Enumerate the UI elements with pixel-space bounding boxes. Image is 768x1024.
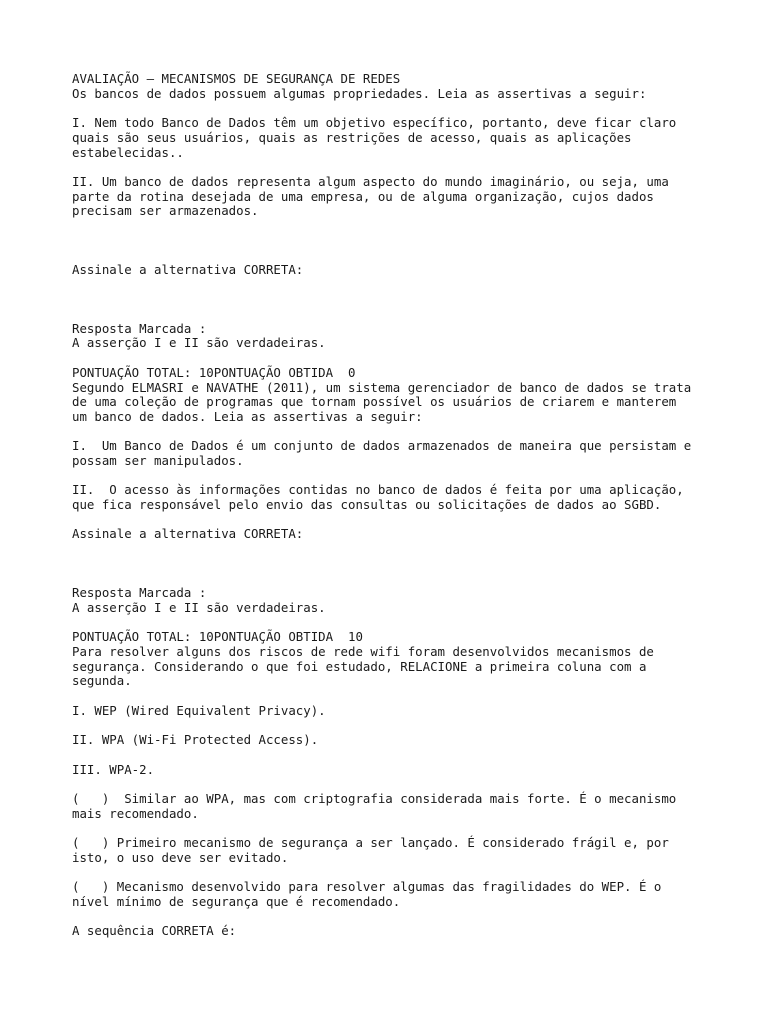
q3-item-wpa: II. WPA (Wi-Fi Protected Access). [72, 732, 319, 748]
q1-assertion-2-line-1: II. Um banco de dados representa algum aspecto do mundo imaginário, ou seja, uma [72, 173, 669, 189]
q2-assertion-1-line-2: possam ser manipulados. [72, 453, 244, 468]
q2-intro-line-3: um banco de dados. Leia as assertivas a seguir: [72, 408, 423, 424]
q2-assertion-2-line-1: II. O acesso às informações contidas no banco de dados é feita por uma aplicação, [72, 482, 684, 498]
q1-assertion-1-line-3: estabelecidas.. [72, 144, 184, 160]
q2-intro-line-1: Segundo ELMASRI e NAVATHE (2011), um sistema gerenciador de banco de dados se trata [72, 379, 692, 395]
q3-intro-line-3: segunda. [72, 673, 132, 689]
q2-intro-line-2: de uma coleção de programas que tornam possível os usuários de criarem e manterem [72, 394, 677, 410]
q1-answer-label: Resposta Marcada : [72, 320, 207, 336]
q2-assertion-1-line-1: I. Um Banco de Dados é um conjunto de dados armazenados de maneira que persistam e [72, 438, 692, 454]
q2-answer-label: Resposta Marcada : [72, 585, 207, 601]
q3-option-2-line-1: ( ) Primeiro mecanismo de segurança a ser lançado. É considerado frágil e, por [72, 835, 669, 851]
q3-item-wep: I. WEP (Wired Equivalent Privacy). [72, 702, 326, 718]
q3-option-1-line-1: ( ) Similar ao WPA, mas com criptografia considerada mais forte. É o mecanismo [72, 790, 677, 806]
q3-option-1-line-2: mais recomendado. [72, 805, 199, 821]
q1-intro: Os bancos de dados possuem algumas propriedades. Leia as assertivas a seguir: [72, 85, 647, 101]
q2-score: PONTUAÇÃO TOTAL: 10PONTUAÇÃO OBTIDA 10 [72, 629, 363, 645]
q3-prompt: A sequência CORRETA é: [72, 923, 237, 939]
q2-prompt: Assinale a alternativa CORRETA: [72, 526, 304, 542]
document-title: AVALIAÇÃO – MECANISMOS DE SEGURANÇA DE REDES [72, 71, 401, 86]
q1-assertion-1-line-2: quais são seus usuários, quais as restrições de acesso, quais as aplicações [72, 129, 632, 145]
document-page [72, 72, 712, 939]
q1-assertion-2-line-3: precisam ser armazenados. [72, 203, 259, 219]
q1-score: PONTUAÇÃO TOTAL: 10PONTUAÇÃO OBTIDA 0 [72, 364, 356, 380]
q3-intro-line-2: segurança. Considerando o que foi estudado, RELACIONE a primeira coluna com a [72, 658, 647, 674]
q3-item-wpa2: III. WPA-2. [72, 761, 155, 777]
q1-assertion-1-line-1: I. Nem todo Banco de Dados têm um objetivo específico, portanto, deve ficar claro [72, 115, 677, 131]
q1-prompt: Assinale a alternativa CORRETA: [72, 262, 304, 277]
q3-option-3-line-2: nível mínimo de segurança que é recomendado. [72, 893, 401, 909]
q2-answer: A asserção I e II são verdadeiras. [72, 599, 326, 615]
q3-option-2-line-2: isto, o uso deve ser evitado. [72, 849, 289, 865]
q3-option-3-line-1: ( ) Mecanismo desenvolvido para resolver algumas das fragilidades do WEP. É o [72, 879, 662, 895]
q3-intro-line-1: Para resolver alguns dos riscos de rede wifi foram desenvolvidos mecanismos de [72, 643, 654, 659]
q2-assertion-2-line-2: que fica responsável pelo envio das consultas ou solicitações de dados ao SGBD. [72, 497, 662, 513]
q1-assertion-2-line-2: parte da rotina desejada de uma empresa, ou de alguma organização, cujos dados [72, 188, 654, 204]
q1-answer: A asserção I e II são verdadeiras. [72, 335, 326, 351]
